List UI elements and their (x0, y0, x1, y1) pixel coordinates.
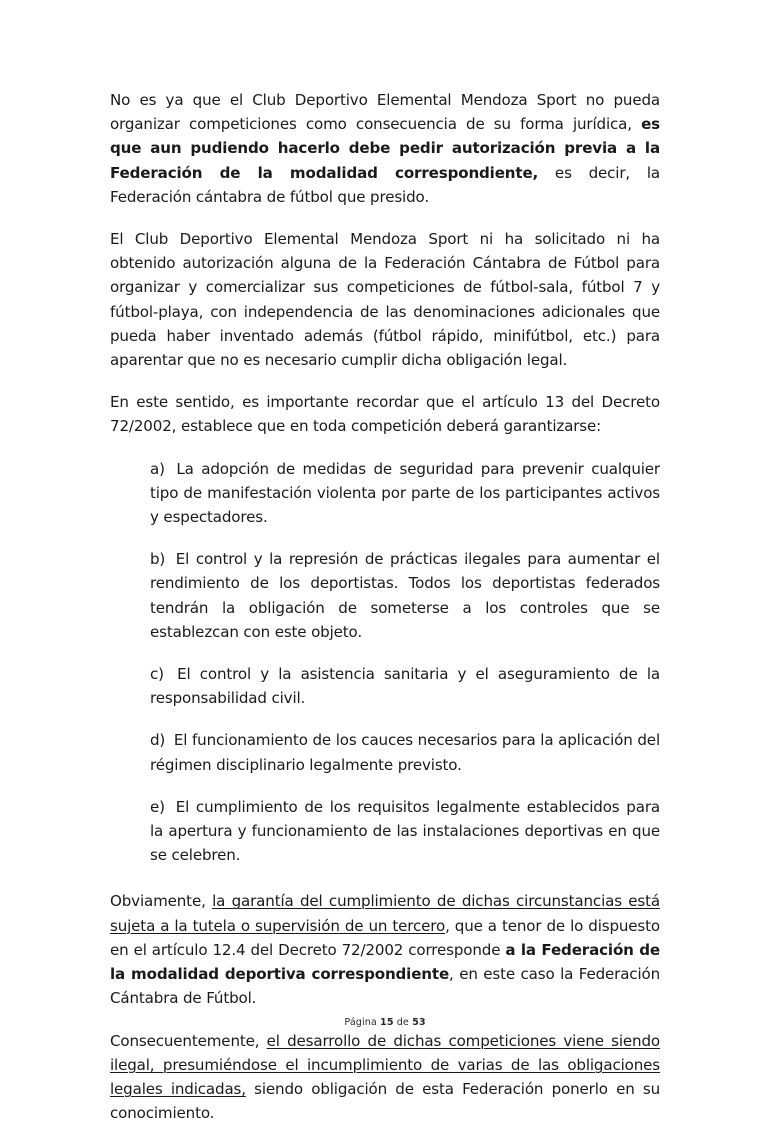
list-item (110, 795, 660, 868)
paragraph-4-run-1: Obviamente, (110, 892, 212, 910)
list-item (110, 728, 660, 776)
list-item (110, 662, 660, 710)
list-item (110, 547, 660, 644)
paragraph-3: En este sentido, es importante recordar que el artículo 13 del Decreto 72/2002, establece que en toda competición deberá garantizarse: (110, 390, 660, 438)
footer-total-pages: 53 (412, 1017, 426, 1028)
paragraph-1-run-1: No es ya que el Club Deportivo Elemental Mendoza Sport no pueda organizar competiciones como consecuencia de su forma jurídica, (110, 91, 660, 133)
list-item-marker: b) (150, 550, 165, 568)
list-item-text: El control y la represión de prácticas ilegales para aumentar el rendimiento de los deportistas. Todos los deportistas federados tendrán la obligación de someterse a los controles que se establezcan con este objeto. (150, 550, 660, 641)
list-item (110, 457, 660, 530)
paragraph-4-run-3: , que a tenor de lo dispuesto en el artículo 12.4 del Decreto 72/2002 corresponde (110, 917, 660, 959)
paragraph-5-run-1: Consecuentemente, (110, 1032, 267, 1050)
paragraph-5-run-3: siendo obligación de esta Federación ponerlo en su conocimiento. (110, 1080, 660, 1122)
list-item-marker: d) (150, 731, 165, 749)
paragraph-2: El Club Deportivo Elemental Mendoza Sport ni ha solicitado ni ha obtenido autorización alguna de la Federación Cántabra de Fútbol para organizar y comercializar sus competiciones de fútbol-sala, fútbol 7 y fútbol-playa, con independencia de las denominaciones adicionales que pueda haber inventado además (fútbol rápido, minifútbol, etc.) para aparentar que no es necesario cumplir dicha obligación legal. (110, 227, 660, 372)
paragraph-4-underlined-run: la garantía del cumplimiento de dichas circunstancias está sujeta a la tutela o supervisión de un tercero (110, 892, 660, 934)
lettered-list (110, 457, 660, 868)
list-item-marker: c) (150, 665, 164, 683)
list-item-text: La adopción de medidas de seguridad para prevenir cualquier tipo de manifestación violenta por parte de los participantes activos y espectadores. (150, 460, 660, 526)
paragraph-4-run-5: , en este caso la Federación Cántabra de Fútbol. (110, 965, 660, 1007)
paragraph-5-underlined-run: el desarrollo de dichas competiciones viene siendo ilegal, presumiéndose el incumplimiento de varias de las obligaciones legales indicadas, (110, 1032, 660, 1098)
list-item-marker: a) (150, 460, 165, 478)
paragraph-1-bold-run: es que aun pudiendo hacerlo debe pedir autorización previa a la Federación de la modalidad correspondiente, (110, 115, 660, 181)
footer-prefix: Página (344, 1017, 380, 1028)
paragraph-4 (110, 889, 660, 1010)
paragraph-5 (110, 1029, 660, 1125)
list-item-text: El funcionamiento de los cauces necesarios para la aplicación del régimen disciplinario legalmente previsto. (150, 731, 660, 773)
footer-separator: de (394, 1017, 412, 1028)
list-item-marker: e) (150, 798, 165, 816)
paragraph-4-bold-run: a la Federación de la modalidad deportiva correspondiente (110, 941, 660, 983)
paragraph-1 (110, 88, 660, 209)
list-item-text: El cumplimiento de los requisitos legalmente establecidos para la apertura y funcionamiento de las instalaciones deportivas en que se celebren. (150, 798, 660, 864)
footer-current-page: 15 (380, 1017, 394, 1028)
page-footer (0, 1016, 770, 1030)
list-item-text: El control y la asistencia sanitaria y el aseguramiento de la responsabilidad civil. (150, 665, 660, 707)
document-body (110, 88, 660, 1125)
paragraph-1-run-3: es decir, la Federación cántabra de fútbol que presido. (110, 164, 660, 206)
